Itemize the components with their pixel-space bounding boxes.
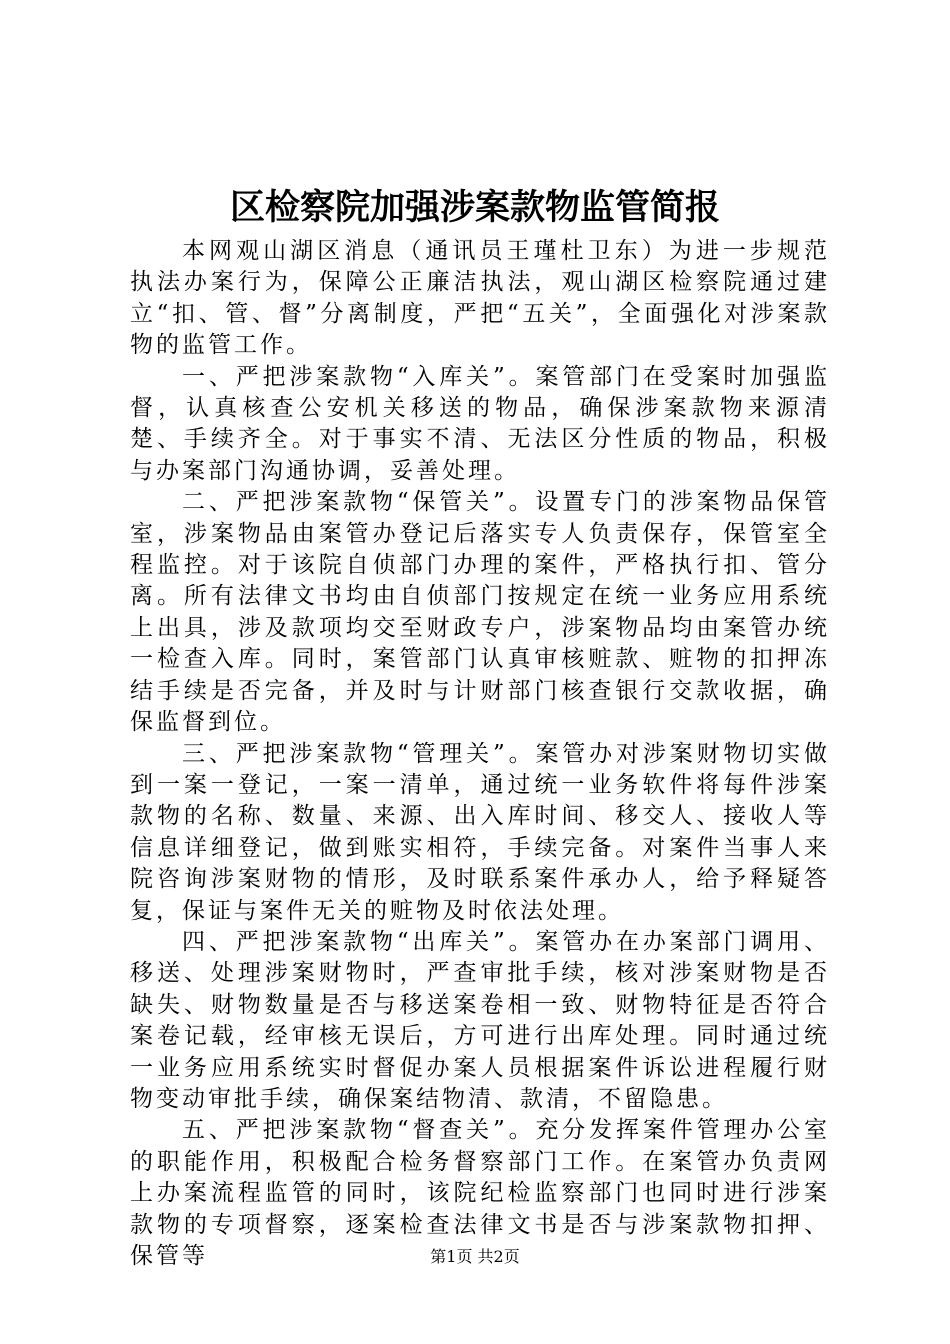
page-number-footer: 第1页 共2页 [430,1247,520,1266]
paragraph-intro: 本网观山湖区消息（通讯员王瑾杜卫东）为进一步规范执法办案行为，保障公正廉洁执法，观山湖区检察院通过建立“扣、管、督”分离制度，严把“五关”，全面强化对涉案款物的监管工作。 [130,238,830,359]
document-title: 区检察院加强涉案款物监管简报 [229,187,720,228]
paragraph-section-5: 五、严把涉案款物“督查关”。充分发挥案件管理办公室的职能作用，积极配合检务督察部门工作。在案管办负责网上办案流程监管的同时，该院纪检监察部门也同时进行涉案款物的专项督察，逐案检查法律文书是否与涉案款物扣押、保管等 [130,1117,830,1269]
paragraph-section-3: 三、严把涉案款物“管理关”。案管办对涉案财物切实做到一案一登记，一案一清单，通过统一业务软件将每件涉案款物的名称、数量、来源、出入库时间、移交人、接收人等信息详细登记，做到账实相符，手续完备。对案件当事人来院咨询涉案财物的情形，及时联系案件承办人，给予释疑答复，保证与案件无关的赃物及时依法处理。 [130,740,830,924]
paragraph-section-4: 四、严把涉案款物“出库关”。案管办在办案部门调用、移送、处理涉案财物时，严查审批手续，核对涉案财物是否缺失、财物数量是否与移送案卷相一致、财物特征是否符合案卷记载，经审核无误后，方可进行出库处理。同时通过统一业务应用系统实时督促办案人员根据案件诉讼进程履行财物变动审批手续，确保案结物清、款清，不留隐患。 [130,928,830,1112]
document-body [130,236,830,1272]
paragraph-section-2: 二、严把涉案款物“保管关”。设置专门的涉案物品保管室，涉案物品由案管办登记后落实专人负责保存，保管室全程监控。对于该院自侦部门办理的案件，严格执行扣、管分离。所有法律文书均由自侦部门按规定在统一业务应用系统上出具，涉及款项均交至财政专户，涉案物品均由案管办统一检查入库。同时，案管部门认真审核赃款、赃物的扣押冻结手续是否完备，并及时与计财部门核查银行交款收据，确保监督到位。 [130,489,830,736]
paragraph-section-1: 一、严把涉案款物“入库关”。案管部门在受案时加强监督，认真核查公安机关移送的物品，确保涉案款物来源清楚、手续齐全。对于事实不清、无法区分性质的物品，积极与办案部门沟通协调，妥善处理。 [130,363,830,484]
